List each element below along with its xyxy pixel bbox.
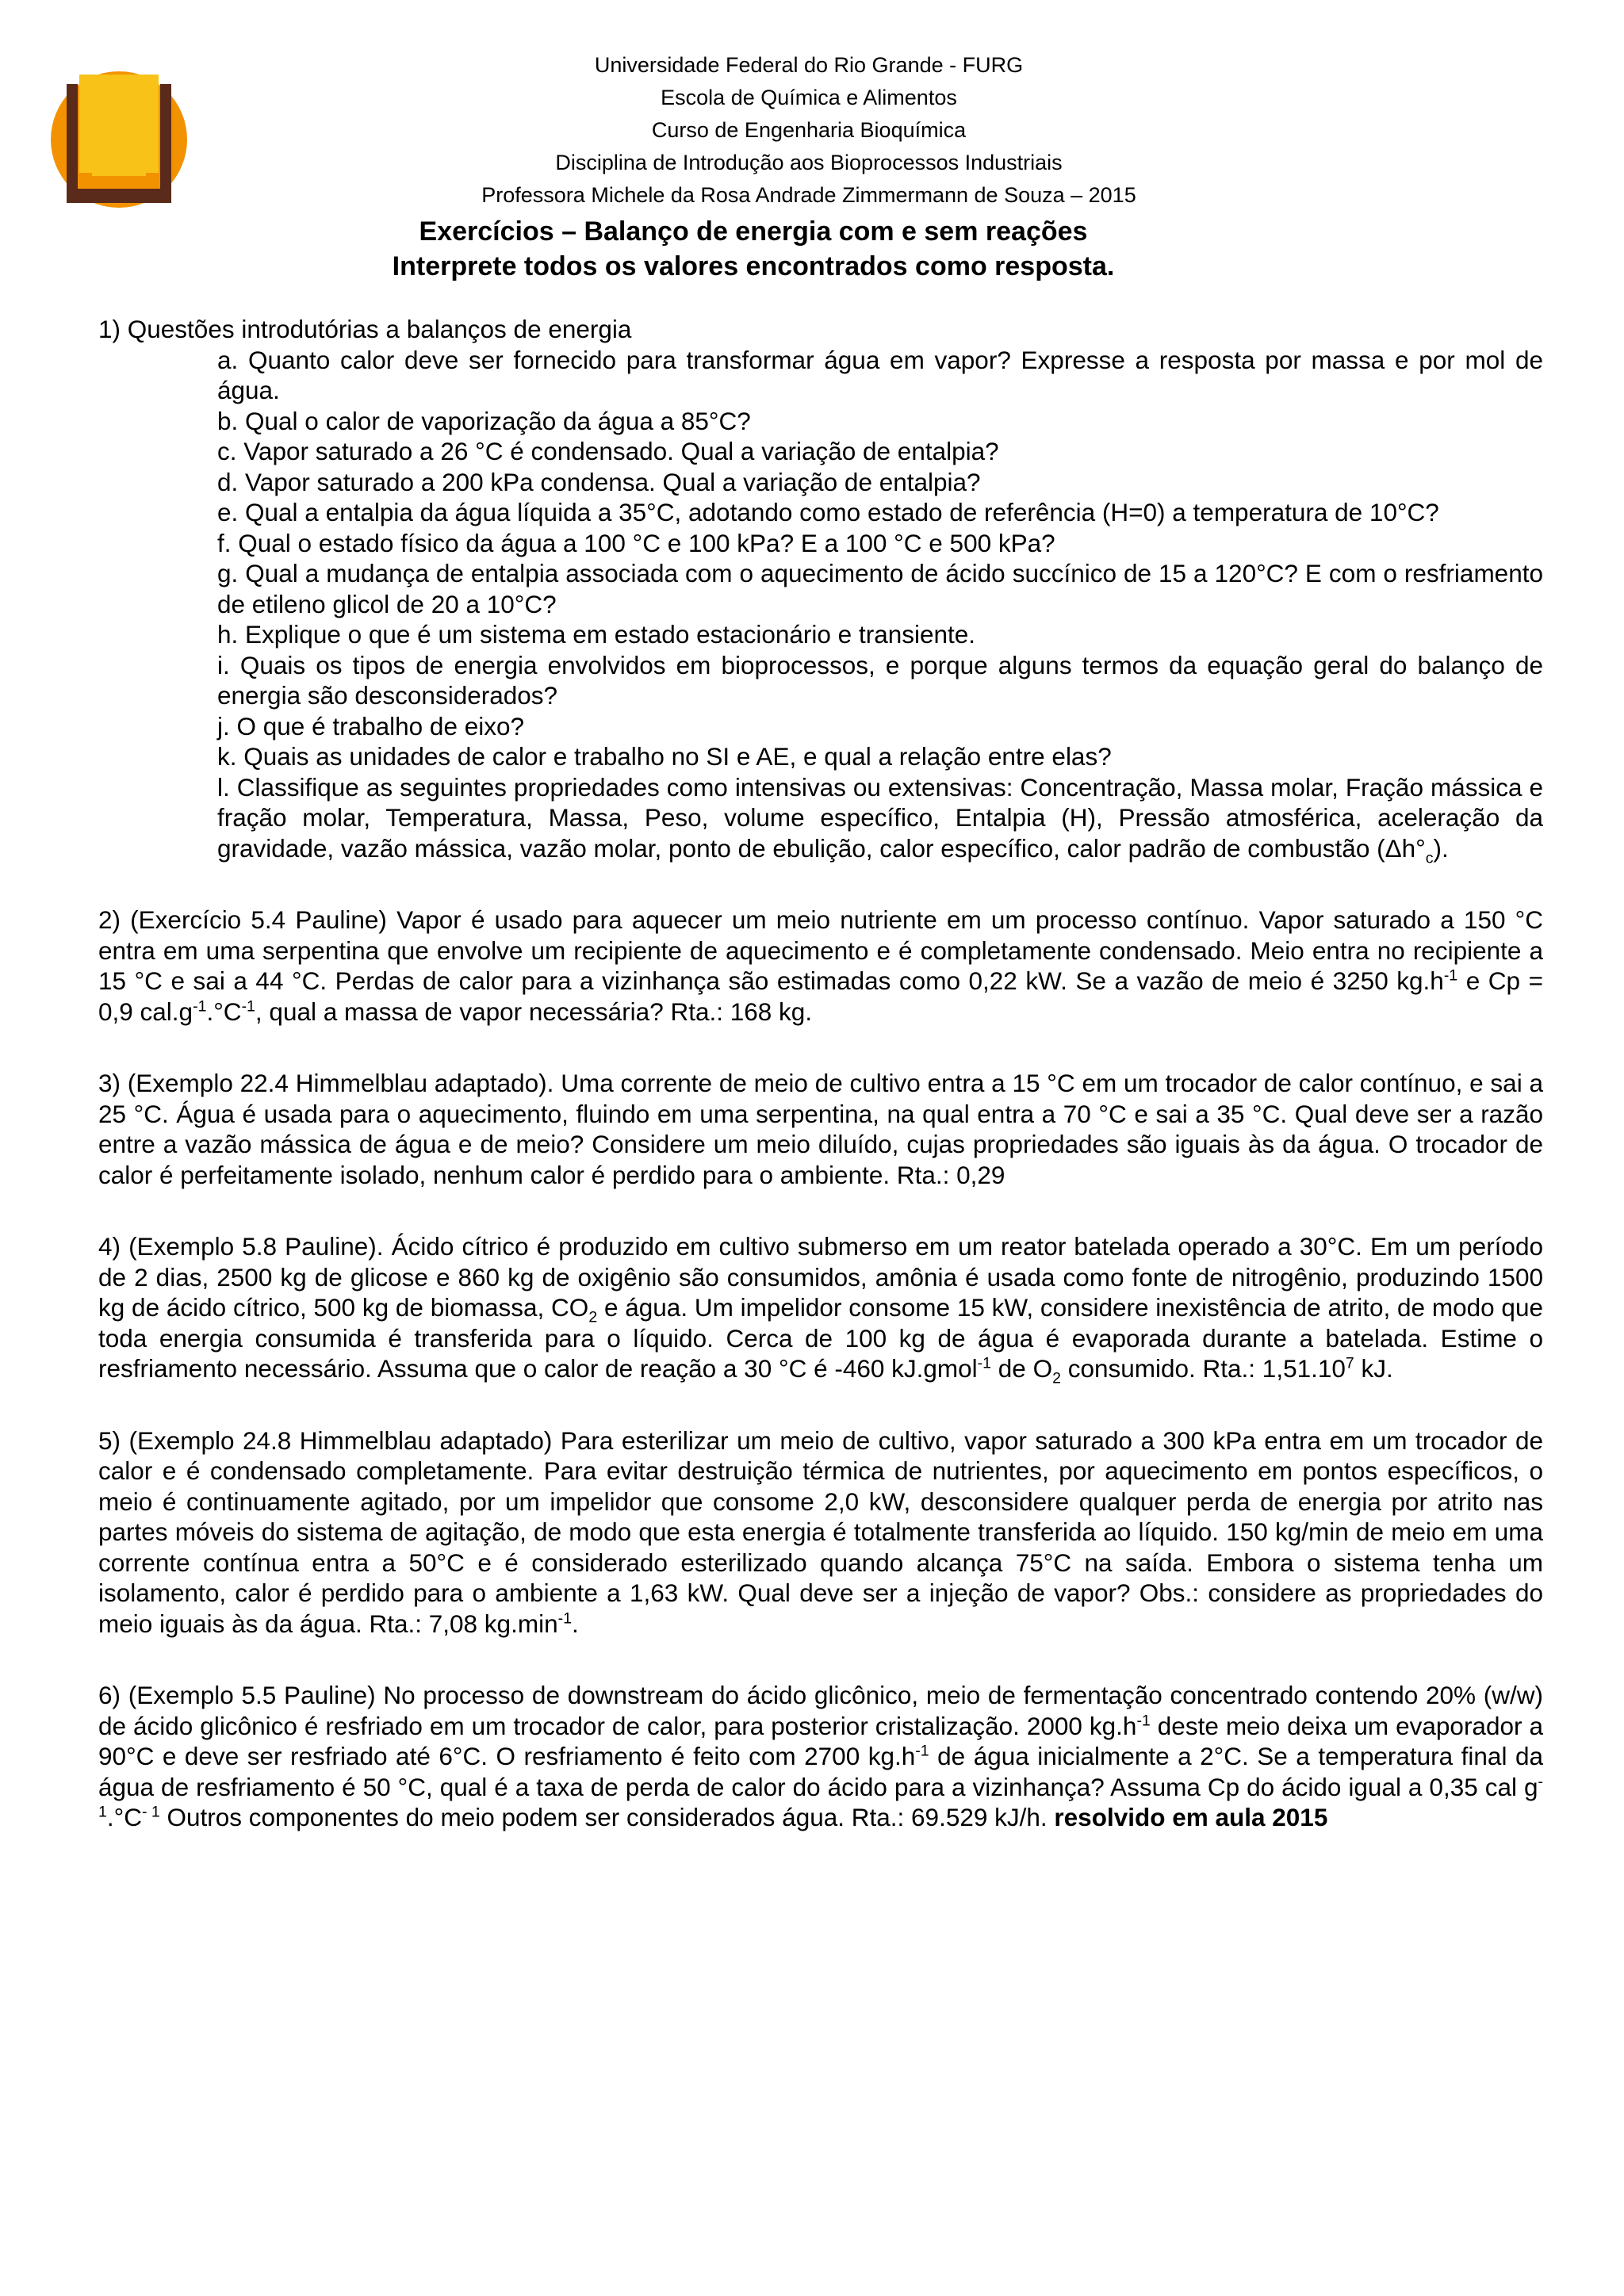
header-discipline: Disciplina de Introdução aos Bioprocessos Industriais: [555, 151, 1063, 174]
superscript: -1: [193, 997, 207, 1015]
question-l-end: ).: [1433, 833, 1449, 863]
section-1-items: [98, 345, 1543, 867]
header-school: Escola de Química e Alimentos: [661, 86, 957, 109]
question-k: k. Quais as unidades de calor e trabalho no SI e AE, e qual a relação entre elas?: [217, 742, 1112, 771]
question-a: a. Quanto calor deve ser fornecido para transformar água em vapor? Expresse a resposta por massa e por mol de água.: [217, 345, 1543, 404]
question-h: h. Explique o que é um sistema em estado estacionário e transiente.: [217, 620, 976, 649]
question-l-text: l. Classifique as seguintes propriedades como intensivas ou extensivas: Concentração, Massa molar, Fração mássica e fração molar, Temperatura, Massa, Peso, volume específico, Entalpia (H), Pressão atmosférica, aceleração da gravidade, vazão mássica, vazão molar, ponto de ebulição, calor específico, calor padrão de combustão (: [217, 772, 1543, 863]
problem-6-text: deste meio deixa um evaporador a 90°C e deve ser resfriado até 6°C. O resfriamento é feito com 2700 kg.h: [98, 1711, 1543, 1770]
section-1-title: 1) Questões introdutórias a balanços de energia: [98, 315, 632, 343]
problem-4-text: 4) (Exemplo 5.8 Pauline). Ácido cítrico é produzido em cultivo submerso em um reator batelada operado a 30°C. Em um período de 2 dias, 2500 kg de glicose e 860 kg de oxigênio são consumidos, amônia é usada como fonte de nitrogênio, produzindo 1500 kg de ácido cítrico, 500 kg de biomassa, CO: [98, 1232, 1543, 1322]
question-i: i. Quais os tipos de energia envolvidos em bioprocessos, e porque alguns termos da equação geral do balanço de energia são desconsiderados?: [217, 650, 1543, 710]
main-title: Exercícios – Balanço de energia com e sem reações: [419, 216, 1088, 247]
superscript: -1: [977, 1354, 992, 1372]
problem-2-text: .°C: [206, 997, 242, 1026]
sub-title: Interprete todos os valores encontrados como resposta.: [392, 251, 1115, 281]
problem-5: [98, 1425, 1543, 1640]
problem-2-text: , qual a massa de vapor necessária? Rta.: 168 kg.: [255, 997, 813, 1026]
problem-4-text: e água. Um impelidor consome 15 kW, considere inexistência de atrito, de modo que toda energia consumida é transferida para o líquido. Cerca de 100 kg de água é evaporada durante a batelada. Estime o resfriamento necessário. Assuma que o calor de reação a 30 °C é -460 kJ.gmol: [98, 1293, 1543, 1383]
problem-2-text: e Cp = 0,9 cal.g: [98, 966, 1544, 1026]
problem-4-text: de O: [991, 1354, 1053, 1383]
problem-6-text: 6) (Exemplo 5.5 Pauline) No processo de downstream do ácido glicônico, meio de fermentação concentrado contendo 20% (w/w) de ácido glicônico é resfriado em um trocador de calor, para posterior cristalização. 2000 kg.h: [98, 1681, 1543, 1740]
header-course: Curso de Engenharia Bioquímica: [651, 118, 967, 142]
question-f: f. Qual o estado físico da água a 100 °C e 100 kPa? E a 100 °C e 500 kPa?: [217, 528, 1055, 557]
header-professor: Professora Michele da Rosa Andrade Zimmermann de Souza – 2015: [481, 183, 1136, 207]
problem-6-text: .°C: [106, 1803, 142, 1831]
superscript: -1: [241, 997, 255, 1015]
superscript: - 1: [141, 1803, 160, 1821]
problem-5-text: .: [571, 1609, 579, 1638]
problem-5-text: 5) (Exemplo 24.8 Himmelblau adaptado) Para esterilizar um meio de cultivo, vapor saturado a 300 kPa entra em um trocador de calor e é condensado completamente. Para evitar destruição térmica de nutrientes, por aquecimento em pontos específicos, o meio é continuamente agitado, por um impelidor que consome 2,0 kW, desconsidere qualquer perda de energia por atrito nas partes móveis do sistema de agitação, de modo que esta energia é totalmente transferida ao líquido. 150 kg/min de meio em uma corrente contínua entra a 50°C e é considerado esterilizado quando alcança 75°C na saída. Embora o sistema tenha um isolamento, calor é perdido para o ambiente a 1,63 kW. Qual deve ser a injeção de vapor? Obs.: considere as propriedades do meio iguais às da água. Rta.: 7,08 kg.min: [98, 1425, 1543, 1638]
question-e: e. Qual a entalpia da água líquida a 35°C, adotando como estado de referência (H=0) a temperatura de 10°C?: [217, 498, 1439, 526]
solved-note: resolvido em aula 2015: [1054, 1803, 1328, 1831]
header-university: Universidade Federal do Rio Grande - FURG: [594, 53, 1024, 77]
superscript: -1: [98, 1773, 1543, 1821]
superscript: -1: [1136, 1712, 1151, 1729]
combustion-subscript: c: [1425, 848, 1434, 867]
document-titles: [238, 214, 1269, 284]
problem-4: [98, 1231, 1543, 1387]
problem-6: [98, 1680, 1543, 1833]
combustion-symbol: Δh°: [1385, 833, 1426, 863]
institution-header: [333, 49, 1285, 212]
superscript: -1: [557, 1609, 572, 1627]
problem-2: [98, 905, 1543, 1027]
problem-3: 3) (Exemplo 22.4 Himmelblau adaptado). Uma corrente de meio de cultivo entra a 15 °C em um trocador de calor contínuo, e sai a 25 °C. Água é usada para o aquecimento, fluindo em uma serpentina, na qual entra a 70 °C e sai a 35 °C. Qual deve ser a razão entre a vazão mássica de água e de meio? Considere um meio diluído, cujas propriedades são iguais às da água. O trocador de calor é perfeitamente isolado, nenhum calor é perdido para o ambiente. Rta.: 0,29: [98, 1069, 1543, 1189]
problem-6-text: de água inicialmente a 2°C. Se a temperatura final da água de resfriamento é 50 °C, qual é a taxa de perda de calor do ácido para a vizinhança? Assuma Cp do ácido igual a 0,35 cal g: [98, 1742, 1543, 1801]
question-c: c. Vapor saturado a 26 °C é condensado. Qual a variação de entalpia?: [217, 437, 999, 465]
university-logo: [49, 70, 189, 209]
superscript: -1: [915, 1742, 929, 1760]
problem-2-text: 2) (Exercício 5.4 Pauline) Vapor é usado para aquecer um meio nutriente em um processo contínuo. Vapor saturado a 150 °C entra em uma serpentina que envolve um recipiente de aquecimento e é completamente condensado. Meio entra no recipiente a 15 °C e sai a 44 °C. Perdas de calor para a vizinhança são estimadas como 0,22 kW. Se a vazão de meio é 3250 kg.h: [98, 905, 1543, 995]
superscript: -1: [1443, 966, 1458, 985]
problem-4-text: kJ.: [1354, 1354, 1393, 1383]
problem-6-text: Outros componentes do meio podem ser considerados água. Rta.: 69.529 kJ/h.: [159, 1803, 1055, 1831]
question-b: b. Qual o calor de vaporização da água a 85°C?: [217, 406, 751, 435]
question-l: [217, 772, 1543, 867]
question-j: j. O que é trabalho de eixo?: [217, 711, 525, 740]
subscript: 2: [1052, 1369, 1061, 1387]
question-g: g. Qual a mudança de entalpia associada com o aquecimento de ácido succínico de 15 a 120°C? E com o resfriamento de etileno glicol de 20 a 10°C?: [217, 559, 1543, 618]
question-d: d. Vapor saturado a 200 kPa condensa. Qual a variação de entalpia?: [217, 467, 981, 496]
exercise-content: [98, 314, 1543, 1833]
subscript: 2: [588, 1308, 598, 1326]
problem-4-text: consumido. Rta.: 1,51.10: [1060, 1354, 1346, 1383]
superscript: 7: [1345, 1354, 1354, 1372]
